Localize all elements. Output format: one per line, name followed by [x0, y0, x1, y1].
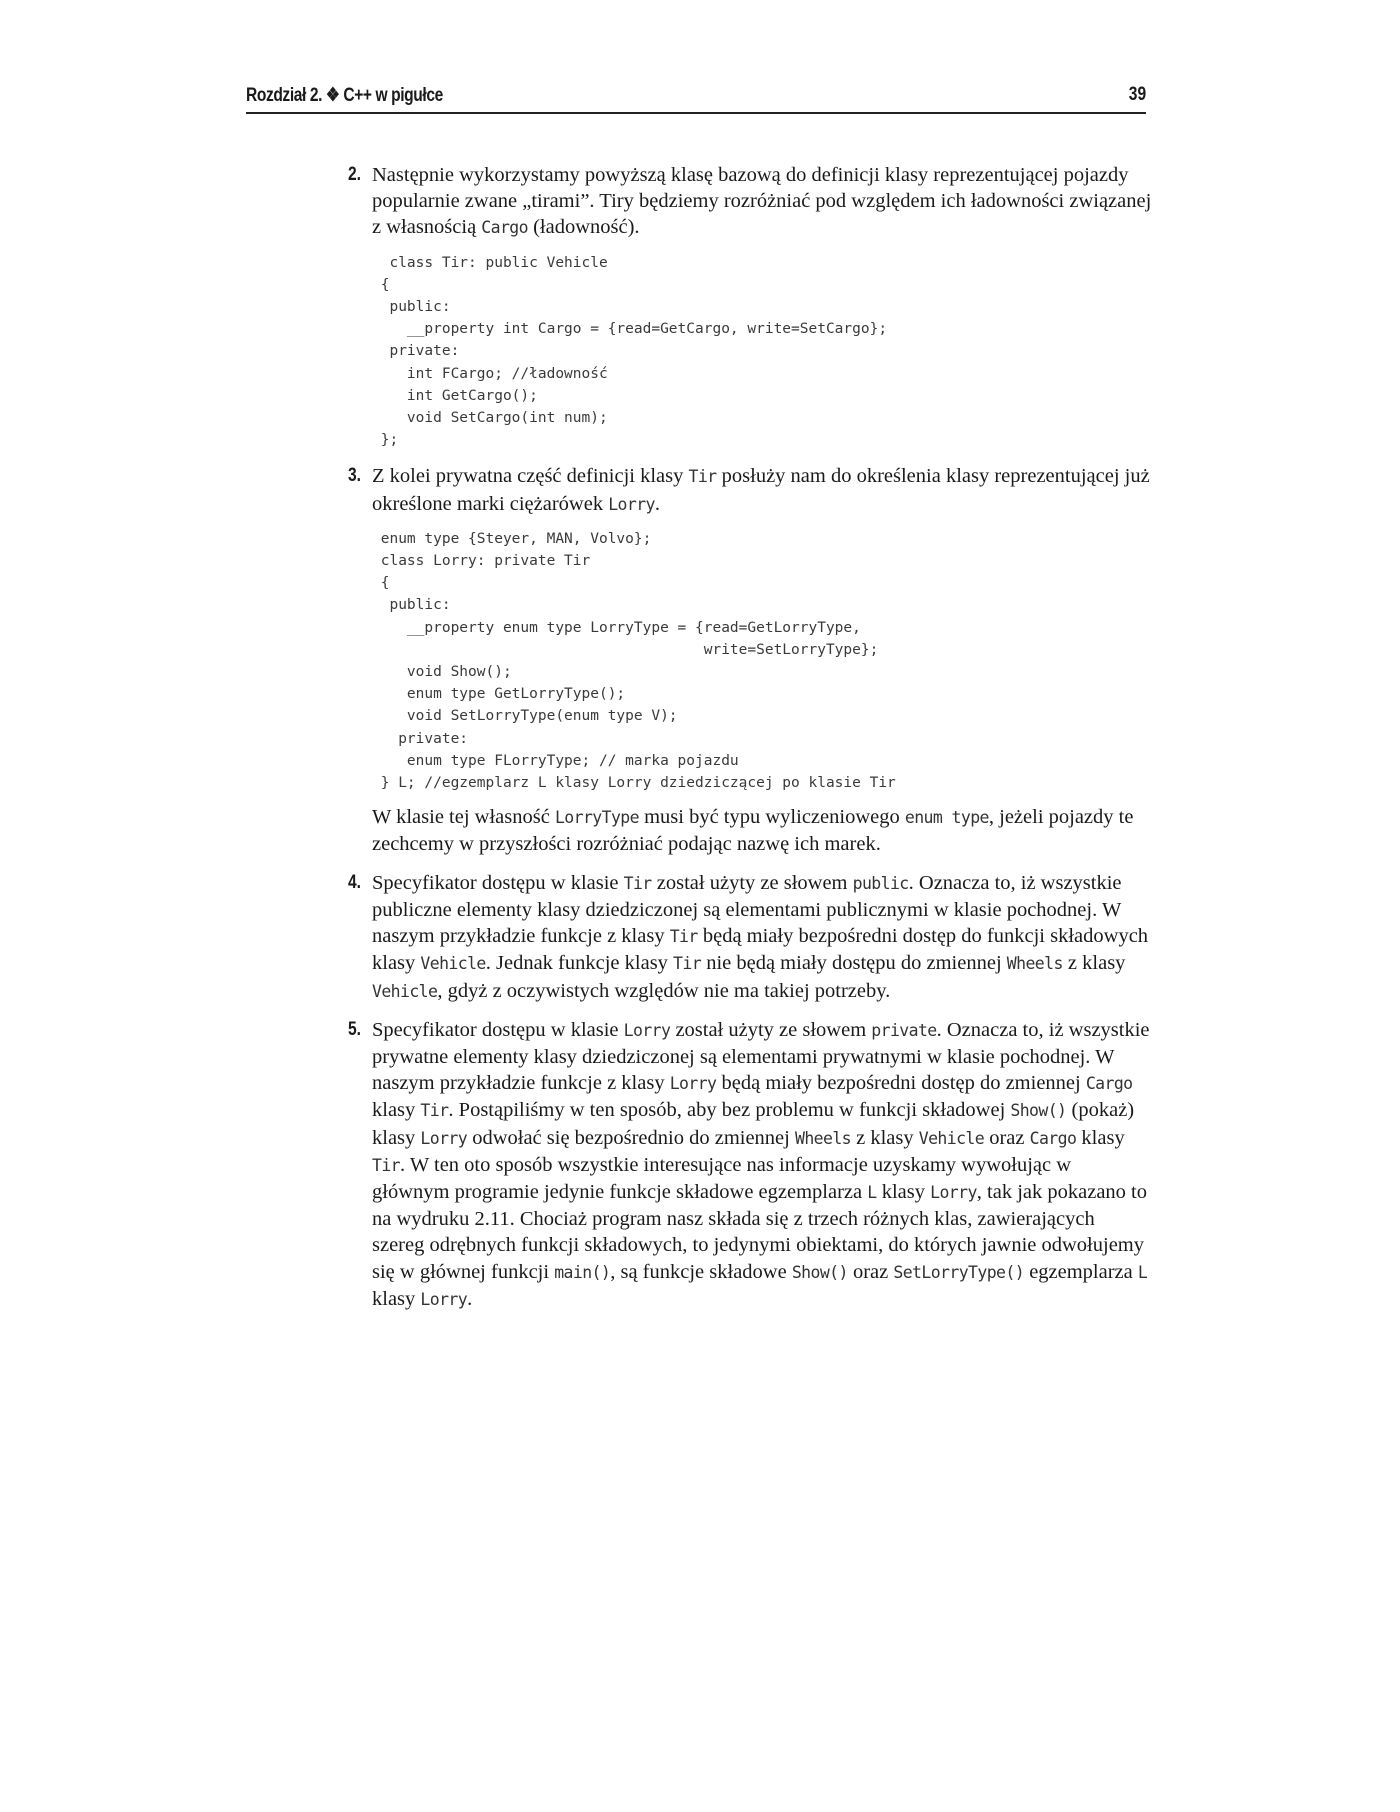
inline-code: Tir — [673, 954, 702, 974]
page-header — [246, 82, 1146, 114]
text-run: klasy — [876, 1180, 931, 1203]
code-line: enum type FLorryType; // marka pojazdu — [372, 752, 739, 769]
inline-code: L — [1137, 1262, 1148, 1282]
text-run: będą miały bezpośredni dostęp do zmiennej — [716, 1072, 1086, 1095]
code-line: write=SetLorryType}; — [372, 641, 879, 658]
follow-up-paragraph — [372, 804, 1152, 857]
inline-code: Vehicle — [918, 1128, 985, 1148]
text-run: oraz — [984, 1126, 1030, 1149]
text-run: odwołać się bezpośrednio do zmiennej — [467, 1126, 795, 1149]
code-line: { — [372, 575, 390, 592]
text-run: . Jednak funkcje klasy — [485, 952, 674, 975]
code-line: class Tir: public Vehicle — [372, 254, 608, 271]
code-line: int GetCargo(); — [372, 387, 538, 404]
inline-code: Lorry — [420, 1289, 468, 1309]
inline-code: Cargo — [1085, 1074, 1133, 1094]
chapter-title: Rozdział 2. ❖ C++ w pigułce — [246, 85, 443, 106]
inline-code: enum type — [904, 808, 989, 828]
item-paragraph — [372, 870, 1152, 1005]
inline-code: Lorry — [420, 1128, 468, 1148]
code-line: public: — [372, 597, 451, 614]
text-run: został użyty ze słowem — [670, 1018, 872, 1041]
inline-code: public — [852, 873, 909, 893]
list-item — [348, 162, 1152, 451]
inline-code: Cargo — [1029, 1128, 1077, 1148]
inline-code: LorryType — [554, 808, 639, 828]
text-run: . W ten oto sposób wszystkie interesujące nas informacje uzyskamy wywołując w głównym programie jedynie funkcje składowe egzemplarza — [372, 1153, 1072, 1203]
code-line: private: — [372, 343, 460, 360]
inline-code: SetLorryType() — [893, 1262, 1025, 1282]
code-line: }; — [372, 432, 399, 449]
inline-code: Cargo — [481, 218, 528, 238]
page-body — [348, 162, 1152, 1325]
item-paragraph — [372, 1017, 1152, 1313]
text-run: posłuży nam do określenia klasy reprezentującej już określone marki ciężarówek — [372, 465, 1150, 515]
text-run: , gdyż z oczywistych względów nie ma takiej potrzeby. — [437, 979, 891, 1002]
inline-code: Lorry — [608, 494, 655, 514]
item-paragraph — [372, 162, 1152, 242]
text-run: (pokaż) klasy — [372, 1099, 1135, 1149]
inline-code: private — [871, 1020, 937, 1040]
text-run: Następnie wykorzystamy powyższą klasę bazową do definicji klasy reprezentującej pojazdy popularnie zwane „tirami”. Tiry będziemy rozróżniać pod względem ich ładowności związanej z własnością — [372, 164, 1152, 239]
text-run: , jeżeli pojazdy te zechcemy w przyszłości rozróżniać podając nazwę ich marek. — [372, 806, 1134, 856]
text-run: klasy — [372, 1287, 421, 1310]
inline-code: Tir — [669, 927, 698, 947]
text-run: W klasie tej własność — [372, 806, 555, 829]
text-run: . — [654, 492, 661, 515]
inline-code: Lorry — [623, 1020, 671, 1040]
list-item — [348, 463, 1152, 857]
inline-code: Show() — [1010, 1101, 1067, 1121]
inline-code: Tir — [420, 1101, 449, 1121]
inline-code: Vehicle — [420, 954, 486, 974]
list-item — [348, 1017, 1152, 1313]
code-line: void Show(); — [372, 664, 512, 681]
text-run: z klasy — [851, 1126, 919, 1149]
text-run: klasy — [372, 1099, 421, 1122]
code-line: public: — [372, 299, 451, 316]
text-run: . Oznacza to, iż wszystkie publiczne elementy klasy dziedziczonej są elementami publicznymi w klasie pochodnej. W naszym przykładzie funkcje z klasy — [372, 871, 1122, 948]
code-line: enum type {Steyer, MAN, Volvo}; — [372, 530, 652, 547]
text-run: , tak jak pokazano to na wydruku 2.11. Chociaż program nasz składa się z trzech różnych klas, zawierających szereg odrębnych funkcji składowych, to jedynymi obiektami, do których jawnie odwołujemy się w głównej funkcji — [372, 1180, 1147, 1283]
inline-code: Vehicle — [372, 981, 438, 1001]
inline-code: Wheels — [1006, 954, 1063, 974]
code-line: __property enum type LorryType = {read=GetLorryType, — [372, 619, 861, 636]
text-run: (ładowność). — [527, 216, 640, 239]
code-line: __property int Cargo = {read=GetCargo, write=SetCargo}; — [372, 321, 888, 338]
code-line: enum type GetLorryType(); — [372, 686, 626, 703]
inline-code: Tir — [688, 467, 717, 487]
text-run: . — [467, 1287, 473, 1310]
text-run: Specyfikator dostępu w klasie — [372, 1018, 624, 1041]
inline-code: Lorry — [930, 1182, 977, 1202]
inline-code: Lorry — [669, 1074, 717, 1094]
text-run: , są funkcje składowe — [610, 1260, 792, 1283]
code-listing — [372, 528, 1152, 794]
code-line: } L; //egzemplarz L klasy Lorry dziedziczącej po klasie Tir — [372, 775, 896, 792]
code-line: void SetLorryType(enum type V); — [372, 708, 678, 725]
inline-code: Wheels — [794, 1128, 851, 1148]
inline-code: main() — [554, 1262, 611, 1282]
list-item — [348, 870, 1152, 1005]
text-run: został użyty ze słowem — [651, 871, 853, 894]
code-listing — [372, 252, 1152, 452]
text-run: egzemplarza — [1024, 1260, 1138, 1283]
text-run: oraz — [847, 1260, 894, 1283]
code-line: private: — [372, 730, 469, 747]
text-run: musi być typu wyliczeniowego — [638, 806, 905, 829]
code-line: class Lorry: private Tir — [372, 553, 591, 570]
item-number: 4. — [348, 871, 362, 893]
text-run: Z kolei prywatna część definicji klasy — [372, 465, 689, 488]
text-run: . Oznacza to, iż wszystkie prywatne elementy klasy dziedziczonej są elementami prywatnymi w klasie pochodnej. W naszym przykładzie funkcje z klasy — [372, 1018, 1150, 1095]
text-run: będą miały bezpośredni dostęp do funkcji składowych klasy — [372, 925, 1149, 975]
item-number: 2. — [348, 164, 362, 185]
page-number: 39 — [1128, 84, 1146, 105]
item-paragraph — [372, 463, 1152, 517]
item-number: 3. — [348, 465, 362, 487]
code-line: int FCargo; //ładowność — [372, 365, 608, 382]
text-run: klasy — [1076, 1126, 1125, 1149]
code-line: void SetCargo(int num); — [372, 410, 608, 427]
text-run: nie będą miały dostępu do zmiennej — [701, 952, 1007, 975]
inline-code: L — [867, 1182, 877, 1202]
inline-code: Show() — [791, 1262, 848, 1282]
inline-code: Tir — [623, 873, 652, 893]
code-line: { — [372, 276, 390, 293]
text-run: Specyfikator dostępu w klasie — [372, 871, 624, 894]
item-number: 5. — [348, 1018, 362, 1040]
text-run: z klasy — [1062, 952, 1126, 975]
inline-code: Tir — [372, 1155, 401, 1175]
text-run: . Postąpiliśmy w ten sposób, aby bez problemu w funkcji składowej — [448, 1099, 1011, 1122]
